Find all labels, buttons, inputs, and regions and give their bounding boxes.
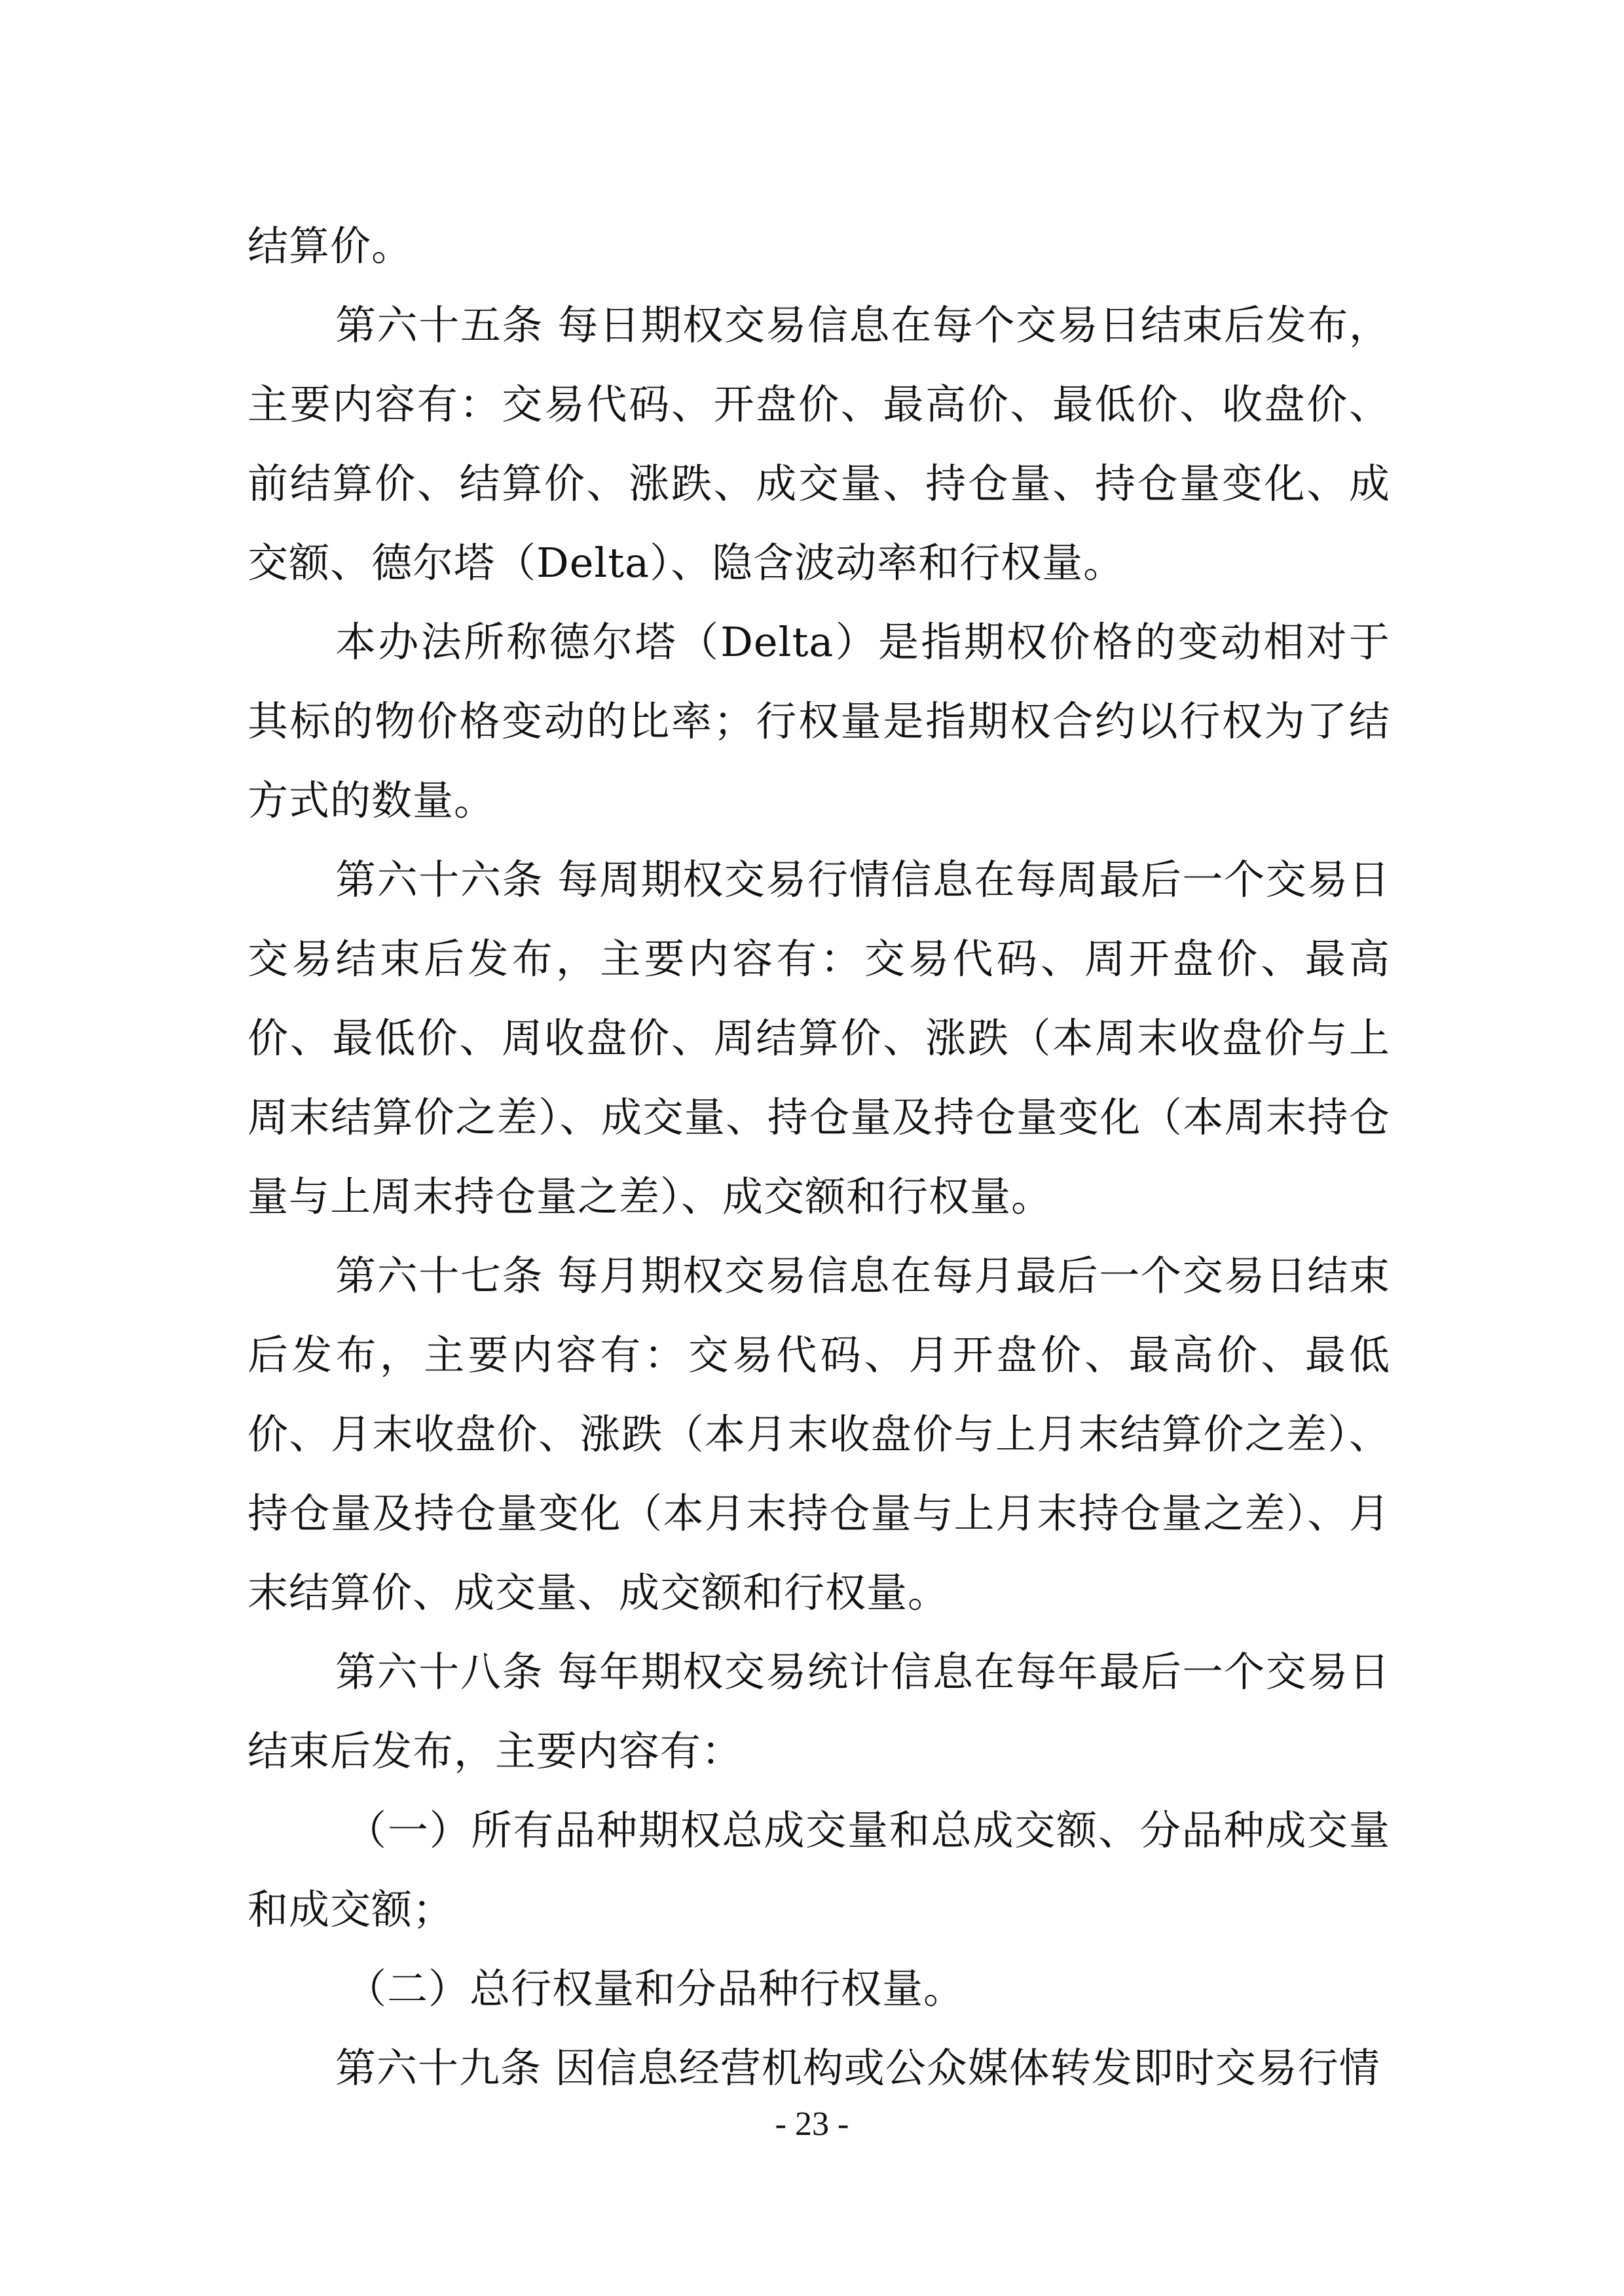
body-text	[248, 206, 1390, 2107]
article-68: 第六十八条 每年期权交易统计信息在每年最后一个交易日结束后发布，主要内容有：	[248, 1648, 1390, 1775]
delta-definition: 本办法所称德尔塔（Delta）是指期权价格的变动相对于其标的物价格变动的比率；行权量是指期权合约以行权为了结方式的数量。	[248, 618, 1390, 824]
article-65: 第六十五条 每日期权交易信息在每个交易日结束后发布，主要内容有：交易代码、开盘价、最高价、最低价、收盘价、前结算价、结算价、涨跌、成交量、持仓量、持仓量变化、成交额、德尔塔（Delta）、隐含波动率和行权量。	[248, 301, 1390, 587]
article-67: 第六十七条 每月期权交易信息在每月最后一个交易日结束后发布，主要内容有：交易代码、月开盘价、最高价、最低价、月末收盘价、涨跌（本月末收盘价与上月末结算价之差）、持仓量及持仓量变化（本月末持仓量与上月末持仓量之差）、月末结算价、成交量、成交额和行权量。	[248, 1252, 1390, 1616]
paragraph-continuation: 结算价。	[248, 222, 413, 270]
article-68-item-2: （二）总行权量和分品种行权量。	[346, 1965, 965, 2013]
article-68-item-1: （一）所有品种期权总成交量和总成交额、分品种成交量和成交额；	[248, 1806, 1390, 1933]
page-number: - 23 -	[775, 2105, 849, 2143]
article-66: 第六十六条 每周期权交易行情信息在每周最后一个交易日交易结束后发布，主要内容有：交易代码、周开盘价、最高价、最低价、周收盘价、周结算价、涨跌（本周末收盘价与上周末结算价之差）、成交量、持仓量及持仓量变化（本周末持仓量与上周末持仓量之差）、成交额和行权量。	[248, 856, 1390, 1220]
article-69: 第六十九条 因信息经营机构或公众媒体转发即时交易行情	[335, 2044, 1380, 2092]
